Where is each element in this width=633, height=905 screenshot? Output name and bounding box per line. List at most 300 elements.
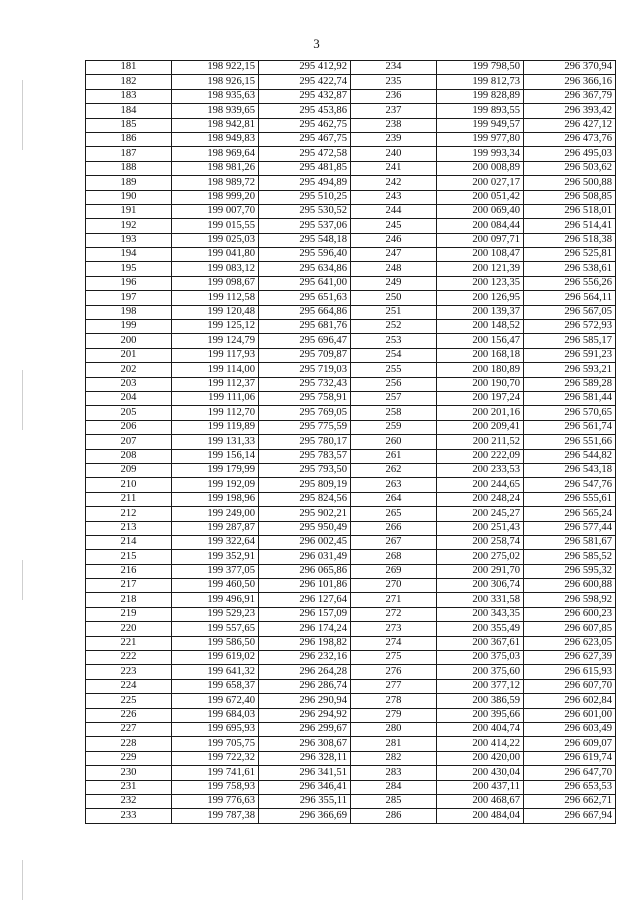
point-number-right: 265 <box>351 507 437 521</box>
point-number-left: 228 <box>86 737 172 751</box>
y-coordinate-left: 295 634,86 <box>259 262 351 276</box>
x-coordinate-right: 200 468,67 <box>437 794 524 808</box>
y-coordinate-right: 296 577,44 <box>524 521 616 535</box>
point-number-right: 235 <box>351 75 437 89</box>
y-coordinate-right: 296 518,38 <box>524 233 616 247</box>
x-coordinate-right: 200 414,22 <box>437 737 524 751</box>
point-number-left: 190 <box>86 190 172 204</box>
x-coordinate-left: 199 179,99 <box>172 463 259 477</box>
y-coordinate-left: 296 366,69 <box>259 809 351 823</box>
point-number-left: 223 <box>86 665 172 679</box>
y-coordinate-left: 295 775,59 <box>259 420 351 434</box>
y-coordinate-left: 296 264,28 <box>259 665 351 679</box>
x-coordinate-right: 199 828,89 <box>437 89 524 103</box>
y-coordinate-right: 296 564,11 <box>524 291 616 305</box>
x-coordinate-left: 199 322,64 <box>172 535 259 549</box>
y-coordinate-left: 296 198,82 <box>259 636 351 650</box>
point-number-left: 206 <box>86 420 172 434</box>
y-coordinate-right: 296 581,44 <box>524 391 616 405</box>
y-coordinate-left: 296 065,86 <box>259 564 351 578</box>
y-coordinate-left: 295 793,50 <box>259 463 351 477</box>
point-number-left: 205 <box>86 406 172 420</box>
point-number-left: 217 <box>86 579 172 593</box>
table-row <box>86 147 616 161</box>
point-number-right: 263 <box>351 478 437 492</box>
point-number-left: 213 <box>86 521 172 535</box>
y-coordinate-right: 296 547,76 <box>524 478 616 492</box>
x-coordinate-left: 199 619,02 <box>172 651 259 665</box>
x-coordinate-right: 200 123,35 <box>437 276 524 290</box>
x-coordinate-left: 199 460,50 <box>172 579 259 593</box>
point-number-right: 267 <box>351 535 437 549</box>
table-row <box>86 291 616 305</box>
x-coordinate-right: 200 156,47 <box>437 334 524 348</box>
x-coordinate-right: 200 211,52 <box>437 435 524 449</box>
y-coordinate-left: 295 732,43 <box>259 377 351 391</box>
point-number-right: 255 <box>351 363 437 377</box>
point-number-left: 231 <box>86 780 172 794</box>
x-coordinate-left: 199 787,38 <box>172 809 259 823</box>
point-number-right: 244 <box>351 204 437 218</box>
x-coordinate-right: 200 148,52 <box>437 320 524 334</box>
y-coordinate-left: 295 596,40 <box>259 248 351 262</box>
x-coordinate-right: 200 437,11 <box>437 780 524 794</box>
y-coordinate-right: 296 556,26 <box>524 276 616 290</box>
point-number-right: 240 <box>351 147 437 161</box>
y-coordinate-right: 296 598,92 <box>524 593 616 607</box>
table-row <box>86 809 616 823</box>
x-coordinate-right: 200 367,61 <box>437 636 524 650</box>
point-number-left: 221 <box>86 636 172 650</box>
x-coordinate-right: 199 993,34 <box>437 147 524 161</box>
coordinates-table <box>85 60 616 824</box>
y-coordinate-right: 296 609,07 <box>524 737 616 751</box>
y-coordinate-left: 295 709,87 <box>259 348 351 362</box>
x-coordinate-left: 198 922,15 <box>172 61 259 75</box>
y-coordinate-right: 296 370,94 <box>524 61 616 75</box>
y-coordinate-right: 296 595,32 <box>524 564 616 578</box>
point-number-right: 272 <box>351 607 437 621</box>
point-number-left: 216 <box>86 564 172 578</box>
x-coordinate-left: 199 758,93 <box>172 780 259 794</box>
point-number-left: 200 <box>86 334 172 348</box>
table-row <box>86 420 616 434</box>
x-coordinate-right: 200 245,27 <box>437 507 524 521</box>
x-coordinate-left: 199 192,09 <box>172 478 259 492</box>
x-coordinate-right: 200 180,89 <box>437 363 524 377</box>
point-number-left: 198 <box>86 305 172 319</box>
y-coordinate-left: 296 127,64 <box>259 593 351 607</box>
table-row <box>86 766 616 780</box>
point-number-left: 202 <box>86 363 172 377</box>
x-coordinate-right: 200 258,74 <box>437 535 524 549</box>
y-coordinate-left: 295 809,19 <box>259 478 351 492</box>
y-coordinate-left: 295 950,49 <box>259 521 351 535</box>
point-number-left: 208 <box>86 449 172 463</box>
x-coordinate-right: 200 027,17 <box>437 176 524 190</box>
table-row <box>86 737 616 751</box>
x-coordinate-right: 200 395,66 <box>437 708 524 722</box>
x-coordinate-left: 199 098,67 <box>172 276 259 290</box>
scan-margin-mark <box>22 370 23 430</box>
y-coordinate-left: 296 328,11 <box>259 751 351 765</box>
point-number-right: 279 <box>351 708 437 722</box>
point-number-left: 196 <box>86 276 172 290</box>
point-number-right: 270 <box>351 579 437 593</box>
x-coordinate-left: 199 111,06 <box>172 391 259 405</box>
x-coordinate-left: 199 114,00 <box>172 363 259 377</box>
x-coordinate-left: 199 120,48 <box>172 305 259 319</box>
x-coordinate-left: 199 007,70 <box>172 204 259 218</box>
point-number-right: 257 <box>351 391 437 405</box>
table-row <box>86 118 616 132</box>
x-coordinate-right: 199 977,80 <box>437 132 524 146</box>
x-coordinate-right: 200 430,04 <box>437 766 524 780</box>
y-coordinate-left: 295 641,00 <box>259 276 351 290</box>
y-coordinate-right: 296 572,93 <box>524 320 616 334</box>
table-row <box>86 622 616 636</box>
x-coordinate-left: 199 041,80 <box>172 248 259 262</box>
point-number-right: 274 <box>351 636 437 650</box>
point-number-left: 203 <box>86 377 172 391</box>
y-coordinate-left: 296 290,94 <box>259 694 351 708</box>
y-coordinate-left: 296 308,67 <box>259 737 351 751</box>
x-coordinate-left: 199 586,50 <box>172 636 259 650</box>
point-number-left: 225 <box>86 694 172 708</box>
table-row <box>86 579 616 593</box>
table-row <box>86 348 616 362</box>
y-coordinate-left: 295 467,75 <box>259 132 351 146</box>
table-row <box>86 636 616 650</box>
y-coordinate-left: 295 412,92 <box>259 61 351 75</box>
y-coordinate-right: 296 518,01 <box>524 204 616 218</box>
y-coordinate-right: 296 667,94 <box>524 809 616 823</box>
x-coordinate-left: 199 112,58 <box>172 291 259 305</box>
point-number-right: 236 <box>351 89 437 103</box>
x-coordinate-left: 199 131,33 <box>172 435 259 449</box>
x-coordinate-left: 199 125,12 <box>172 320 259 334</box>
y-coordinate-left: 295 472,58 <box>259 147 351 161</box>
point-number-right: 243 <box>351 190 437 204</box>
x-coordinate-right: 200 051,42 <box>437 190 524 204</box>
y-coordinate-left: 296 299,67 <box>259 722 351 736</box>
table-row <box>86 161 616 175</box>
x-coordinate-right: 200 244,65 <box>437 478 524 492</box>
x-coordinate-right: 200 190,70 <box>437 377 524 391</box>
table-row <box>86 607 616 621</box>
table-row <box>86 75 616 89</box>
table-row <box>86 248 616 262</box>
y-coordinate-right: 296 555,61 <box>524 492 616 506</box>
y-coordinate-right: 296 589,28 <box>524 377 616 391</box>
x-coordinate-right: 200 251,43 <box>437 521 524 535</box>
y-coordinate-right: 296 427,12 <box>524 118 616 132</box>
x-coordinate-left: 199 496,91 <box>172 593 259 607</box>
table-row <box>86 794 616 808</box>
point-number-left: 226 <box>86 708 172 722</box>
y-coordinate-left: 295 902,21 <box>259 507 351 521</box>
point-number-left: 181 <box>86 61 172 75</box>
y-coordinate-right: 296 662,71 <box>524 794 616 808</box>
y-coordinate-left: 295 422,74 <box>259 75 351 89</box>
x-coordinate-right: 200 168,18 <box>437 348 524 362</box>
point-number-left: 182 <box>86 75 172 89</box>
point-number-left: 215 <box>86 550 172 564</box>
point-number-right: 234 <box>351 61 437 75</box>
y-coordinate-left: 295 481,85 <box>259 161 351 175</box>
x-coordinate-left: 199 083,12 <box>172 262 259 276</box>
table-row <box>86 492 616 506</box>
point-number-right: 251 <box>351 305 437 319</box>
x-coordinate-left: 199 684,03 <box>172 708 259 722</box>
y-coordinate-right: 296 500,88 <box>524 176 616 190</box>
x-coordinate-left: 198 926,15 <box>172 75 259 89</box>
point-number-left: 219 <box>86 607 172 621</box>
scan-margin-mark <box>22 80 23 150</box>
x-coordinate-left: 198 942,81 <box>172 118 259 132</box>
point-number-right: 253 <box>351 334 437 348</box>
y-coordinate-left: 295 537,06 <box>259 219 351 233</box>
x-coordinate-right: 200 084,44 <box>437 219 524 233</box>
table-row <box>86 176 616 190</box>
x-coordinate-right: 200 069,40 <box>437 204 524 218</box>
point-number-right: 264 <box>351 492 437 506</box>
y-coordinate-right: 296 653,53 <box>524 780 616 794</box>
y-coordinate-right: 296 561,74 <box>524 420 616 434</box>
x-coordinate-left: 199 705,75 <box>172 737 259 751</box>
y-coordinate-left: 295 758,91 <box>259 391 351 405</box>
table-row <box>86 320 616 334</box>
y-coordinate-left: 295 681,76 <box>259 320 351 334</box>
point-number-left: 220 <box>86 622 172 636</box>
table-row <box>86 593 616 607</box>
point-number-left: 212 <box>86 507 172 521</box>
coordinates-table-body <box>86 61 616 824</box>
scan-margin-mark <box>22 860 23 900</box>
point-number-left: 224 <box>86 679 172 693</box>
table-row <box>86 722 616 736</box>
table-row <box>86 391 616 405</box>
point-number-right: 271 <box>351 593 437 607</box>
point-number-right: 286 <box>351 809 437 823</box>
x-coordinate-left: 199 741,61 <box>172 766 259 780</box>
point-number-right: 262 <box>351 463 437 477</box>
point-number-right: 261 <box>351 449 437 463</box>
point-number-left: 233 <box>86 809 172 823</box>
x-coordinate-left: 198 949,83 <box>172 132 259 146</box>
x-coordinate-left: 199 249,00 <box>172 507 259 521</box>
x-coordinate-left: 199 112,70 <box>172 406 259 420</box>
table-row <box>86 679 616 693</box>
y-coordinate-right: 296 602,84 <box>524 694 616 708</box>
point-number-right: 285 <box>351 794 437 808</box>
table-row <box>86 708 616 722</box>
x-coordinate-left: 199 557,65 <box>172 622 259 636</box>
y-coordinate-left: 295 462,75 <box>259 118 351 132</box>
point-number-left: 191 <box>86 204 172 218</box>
point-number-left: 229 <box>86 751 172 765</box>
x-coordinate-right: 200 248,24 <box>437 492 524 506</box>
table-row <box>86 305 616 319</box>
table-row <box>86 334 616 348</box>
y-coordinate-right: 296 619,74 <box>524 751 616 765</box>
point-number-left: 193 <box>86 233 172 247</box>
point-number-right: 242 <box>351 176 437 190</box>
table-row <box>86 694 616 708</box>
point-number-right: 237 <box>351 104 437 118</box>
x-coordinate-left: 199 695,93 <box>172 722 259 736</box>
point-number-left: 184 <box>86 104 172 118</box>
y-coordinate-left: 296 031,49 <box>259 550 351 564</box>
table-row <box>86 478 616 492</box>
y-coordinate-right: 296 615,93 <box>524 665 616 679</box>
point-number-right: 238 <box>351 118 437 132</box>
y-coordinate-right: 296 503,62 <box>524 161 616 175</box>
y-coordinate-right: 296 600,88 <box>524 579 616 593</box>
table-row <box>86 204 616 218</box>
y-coordinate-left: 296 341,51 <box>259 766 351 780</box>
y-coordinate-left: 296 101,86 <box>259 579 351 593</box>
point-number-right: 249 <box>351 276 437 290</box>
point-number-right: 278 <box>351 694 437 708</box>
point-number-left: 207 <box>86 435 172 449</box>
y-coordinate-left: 295 783,57 <box>259 449 351 463</box>
table-row <box>86 449 616 463</box>
table-row <box>86 219 616 233</box>
x-coordinate-left: 199 776,63 <box>172 794 259 808</box>
x-coordinate-right: 200 201,16 <box>437 406 524 420</box>
x-coordinate-right: 200 209,41 <box>437 420 524 434</box>
y-coordinate-left: 295 494,89 <box>259 176 351 190</box>
y-coordinate-left: 296 355,11 <box>259 794 351 808</box>
point-number-right: 254 <box>351 348 437 362</box>
table-row <box>86 507 616 521</box>
x-coordinate-right: 200 375,60 <box>437 665 524 679</box>
y-coordinate-right: 296 538,61 <box>524 262 616 276</box>
point-number-right: 245 <box>351 219 437 233</box>
y-coordinate-right: 296 581,67 <box>524 535 616 549</box>
point-number-left: 183 <box>86 89 172 103</box>
y-coordinate-right: 296 585,52 <box>524 550 616 564</box>
y-coordinate-left: 296 232,16 <box>259 651 351 665</box>
x-coordinate-right: 200 008,89 <box>437 161 524 175</box>
x-coordinate-right: 200 233,53 <box>437 463 524 477</box>
y-coordinate-right: 296 367,79 <box>524 89 616 103</box>
y-coordinate-left: 296 286,74 <box>259 679 351 693</box>
y-coordinate-right: 296 551,66 <box>524 435 616 449</box>
point-number-right: 256 <box>351 377 437 391</box>
point-number-right: 277 <box>351 679 437 693</box>
y-coordinate-left: 296 002,45 <box>259 535 351 549</box>
y-coordinate-left: 295 530,52 <box>259 204 351 218</box>
x-coordinate-right: 200 375,03 <box>437 651 524 665</box>
y-coordinate-left: 296 294,92 <box>259 708 351 722</box>
y-coordinate-right: 296 473,76 <box>524 132 616 146</box>
y-coordinate-right: 296 393,42 <box>524 104 616 118</box>
y-coordinate-right: 296 544,82 <box>524 449 616 463</box>
y-coordinate-left: 295 453,86 <box>259 104 351 118</box>
y-coordinate-right: 296 508,85 <box>524 190 616 204</box>
table-row <box>86 104 616 118</box>
point-number-left: 199 <box>86 320 172 334</box>
point-number-right: 268 <box>351 550 437 564</box>
point-number-left: 186 <box>86 132 172 146</box>
point-number-right: 273 <box>351 622 437 636</box>
point-number-left: 189 <box>86 176 172 190</box>
table-row <box>86 89 616 103</box>
table-row <box>86 651 616 665</box>
x-coordinate-left: 198 939,65 <box>172 104 259 118</box>
x-coordinate-left: 199 658,37 <box>172 679 259 693</box>
point-number-right: 248 <box>351 262 437 276</box>
y-coordinate-right: 296 627,39 <box>524 651 616 665</box>
y-coordinate-right: 296 565,24 <box>524 507 616 521</box>
y-coordinate-left: 295 664,86 <box>259 305 351 319</box>
x-coordinate-left: 199 287,87 <box>172 521 259 535</box>
point-number-right: 280 <box>351 722 437 736</box>
x-coordinate-right: 199 798,50 <box>437 61 524 75</box>
table-row <box>86 550 616 564</box>
point-number-right: 266 <box>351 521 437 535</box>
point-number-left: 222 <box>86 651 172 665</box>
table-row <box>86 377 616 391</box>
x-coordinate-right: 200 377,12 <box>437 679 524 693</box>
y-coordinate-right: 296 607,85 <box>524 622 616 636</box>
point-number-left: 214 <box>86 535 172 549</box>
point-number-right: 284 <box>351 780 437 794</box>
point-number-right: 239 <box>351 132 437 146</box>
y-coordinate-left: 296 174,24 <box>259 622 351 636</box>
point-number-right: 246 <box>351 233 437 247</box>
x-coordinate-left: 199 641,32 <box>172 665 259 679</box>
x-coordinate-right: 199 812,73 <box>437 75 524 89</box>
x-coordinate-right: 200 484,04 <box>437 809 524 823</box>
point-number-right: 258 <box>351 406 437 420</box>
x-coordinate-right: 200 108,47 <box>437 248 524 262</box>
y-coordinate-left: 295 780,17 <box>259 435 351 449</box>
x-coordinate-left: 199 112,37 <box>172 377 259 391</box>
y-coordinate-left: 295 432,87 <box>259 89 351 103</box>
y-coordinate-left: 295 824,56 <box>259 492 351 506</box>
x-coordinate-right: 200 404,74 <box>437 722 524 736</box>
y-coordinate-right: 296 570,65 <box>524 406 616 420</box>
y-coordinate-left: 295 651,63 <box>259 291 351 305</box>
point-number-right: 250 <box>351 291 437 305</box>
x-coordinate-left: 198 999,20 <box>172 190 259 204</box>
table-row <box>86 521 616 535</box>
point-number-left: 194 <box>86 248 172 262</box>
y-coordinate-right: 296 600,23 <box>524 607 616 621</box>
x-coordinate-right: 200 343,35 <box>437 607 524 621</box>
page-number: 3 <box>313 36 320 51</box>
point-number-left: 197 <box>86 291 172 305</box>
point-number-right: 260 <box>351 435 437 449</box>
y-coordinate-right: 296 366,16 <box>524 75 616 89</box>
x-coordinate-left: 199 117,93 <box>172 348 259 362</box>
x-coordinate-left: 199 015,55 <box>172 219 259 233</box>
table-row <box>86 665 616 679</box>
y-coordinate-right: 296 607,70 <box>524 679 616 693</box>
table-row <box>86 751 616 765</box>
x-coordinate-left: 199 124,79 <box>172 334 259 348</box>
point-number-left: 227 <box>86 722 172 736</box>
table-row <box>86 233 616 247</box>
point-number-right: 269 <box>351 564 437 578</box>
x-coordinate-right: 200 355,49 <box>437 622 524 636</box>
table-row <box>86 363 616 377</box>
x-coordinate-right: 200 139,37 <box>437 305 524 319</box>
point-number-left: 230 <box>86 766 172 780</box>
